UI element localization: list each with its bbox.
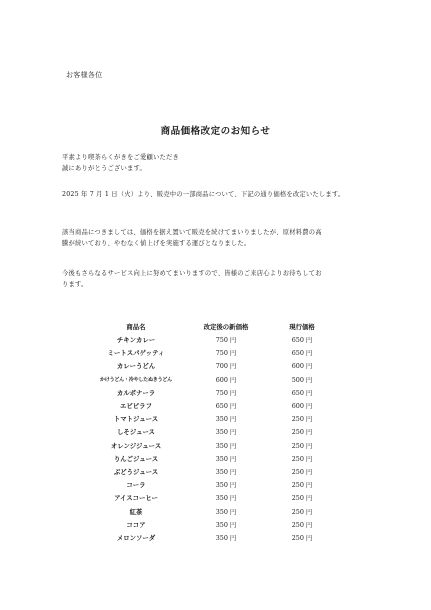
product-name-cell: かけうどん・冷やしたぬきうどん (99, 376, 172, 383)
table-row (84, 425, 340, 438)
product-name-cell: エビピラフ (120, 402, 152, 411)
current-price-cell: 650 円 (291, 336, 313, 345)
product-name-cell: ミートスパゲッティ (107, 349, 165, 358)
current-price-cell: 500 円 (291, 375, 313, 384)
table-row (84, 373, 340, 386)
table-row (84, 531, 340, 544)
current-price-cell: 600 円 (291, 362, 313, 371)
table-row (84, 346, 340, 359)
current-price-cell: 250 円 (291, 467, 313, 476)
paragraph-line: ります。 (62, 281, 88, 288)
paragraph-reason (62, 227, 374, 249)
current-price-cell: 250 円 (291, 481, 313, 490)
product-name-cell: チキンカレー (116, 336, 156, 345)
current-price-cell: 600 円 (291, 402, 313, 411)
current-price-cell: 650 円 (291, 388, 313, 397)
product-name-cell: オレンジジュース (110, 441, 162, 450)
product-name-cell: カルボナーラ (116, 388, 156, 397)
new-price-cell: 350 円 (215, 454, 237, 463)
new-price-cell: 350 円 (215, 520, 237, 529)
current-price-cell: 250 円 (291, 415, 313, 424)
table-row (84, 518, 340, 531)
table-row (84, 359, 340, 372)
product-name-cell: メロンソーダ (116, 533, 156, 542)
new-price-cell: 750 円 (215, 349, 237, 358)
table-row (84, 439, 340, 452)
current-price-cell: 250 円 (291, 494, 313, 503)
price-table-body (84, 333, 340, 544)
new-price-cell: 350 円 (215, 415, 237, 424)
new-price-cell: 700 円 (215, 362, 237, 371)
current-price-cell: 650 円 (291, 349, 313, 358)
table-row (84, 465, 340, 478)
paragraph-closing (62, 268, 374, 290)
product-name-cell: ぶどうジュース (113, 467, 159, 476)
new-price-cell: 350 円 (215, 507, 237, 516)
paragraph-line: 今後もさらなるサービス向上に努めてまいりますので、皆様のご来店心よりお待ちしてお (62, 270, 322, 277)
header-current-price: 現行価格 (289, 322, 315, 331)
table-row (84, 504, 340, 517)
new-price-cell: 350 円 (215, 533, 237, 542)
product-name-cell: コーラ (126, 481, 146, 490)
new-price-cell: 350 円 (215, 467, 237, 476)
current-price-cell: 250 円 (291, 507, 313, 516)
paragraph-announcement (62, 189, 374, 200)
document-title: 商品価格改定のお知らせ (160, 126, 271, 137)
table-header-row (84, 319, 340, 333)
paragraph-line: 該当商品につきましては、価格を据え置いて販売を続けてまいりましたが、原材料費の高 (62, 229, 322, 236)
product-name-cell: りんごジュース (113, 454, 159, 463)
salutation: お客様各位 (66, 71, 103, 79)
table-row (84, 333, 340, 346)
new-price-cell: 750 円 (215, 336, 237, 345)
current-price-cell: 250 円 (291, 441, 313, 450)
paragraph-line: 2025 年 7 月 1 日（火）より、販売中の一部商品について、下記の通り価格を改定いたします。 (62, 191, 345, 198)
product-name-cell: 紅茶 (129, 507, 143, 516)
current-price-cell: 250 円 (291, 520, 313, 529)
new-price-cell: 350 円 (215, 481, 237, 490)
current-price-cell: 250 円 (291, 428, 313, 437)
new-price-cell: 750 円 (215, 388, 237, 397)
product-name-cell: トマトジュース (113, 415, 159, 424)
new-price-cell: 350 円 (215, 494, 237, 503)
header-new-price: 改定後の新価格 (203, 322, 249, 331)
table-row (84, 478, 340, 491)
table-row (84, 452, 340, 465)
paragraph-line: 平素より喫茶らくがきをご愛顧いただき (62, 154, 179, 161)
product-name-cell: しそジュース (117, 428, 155, 437)
paragraph-line: 誠にありがとうございます。 (62, 165, 146, 172)
table-row (84, 491, 340, 504)
new-price-cell: 650 円 (215, 402, 237, 411)
new-price-cell: 350 円 (215, 441, 237, 450)
new-price-cell: 600 円 (215, 375, 237, 384)
price-table (84, 319, 340, 544)
new-price-cell: 350 円 (215, 428, 237, 437)
table-row (84, 386, 340, 399)
table-row (84, 412, 340, 425)
paragraph-greeting (62, 152, 374, 174)
product-name-cell: アイスコーヒー (114, 494, 158, 503)
product-name-cell: カレーうどん (116, 362, 156, 371)
current-price-cell: 250 円 (291, 454, 313, 463)
current-price-cell: 250 円 (291, 533, 313, 542)
header-product-name: 商品名 (126, 322, 146, 331)
paragraph-line: 騰が続いており、やむなく値上げを実施する運びとなりました。 (62, 240, 251, 247)
product-name-cell: ココア (126, 520, 146, 529)
table-row (84, 399, 340, 412)
